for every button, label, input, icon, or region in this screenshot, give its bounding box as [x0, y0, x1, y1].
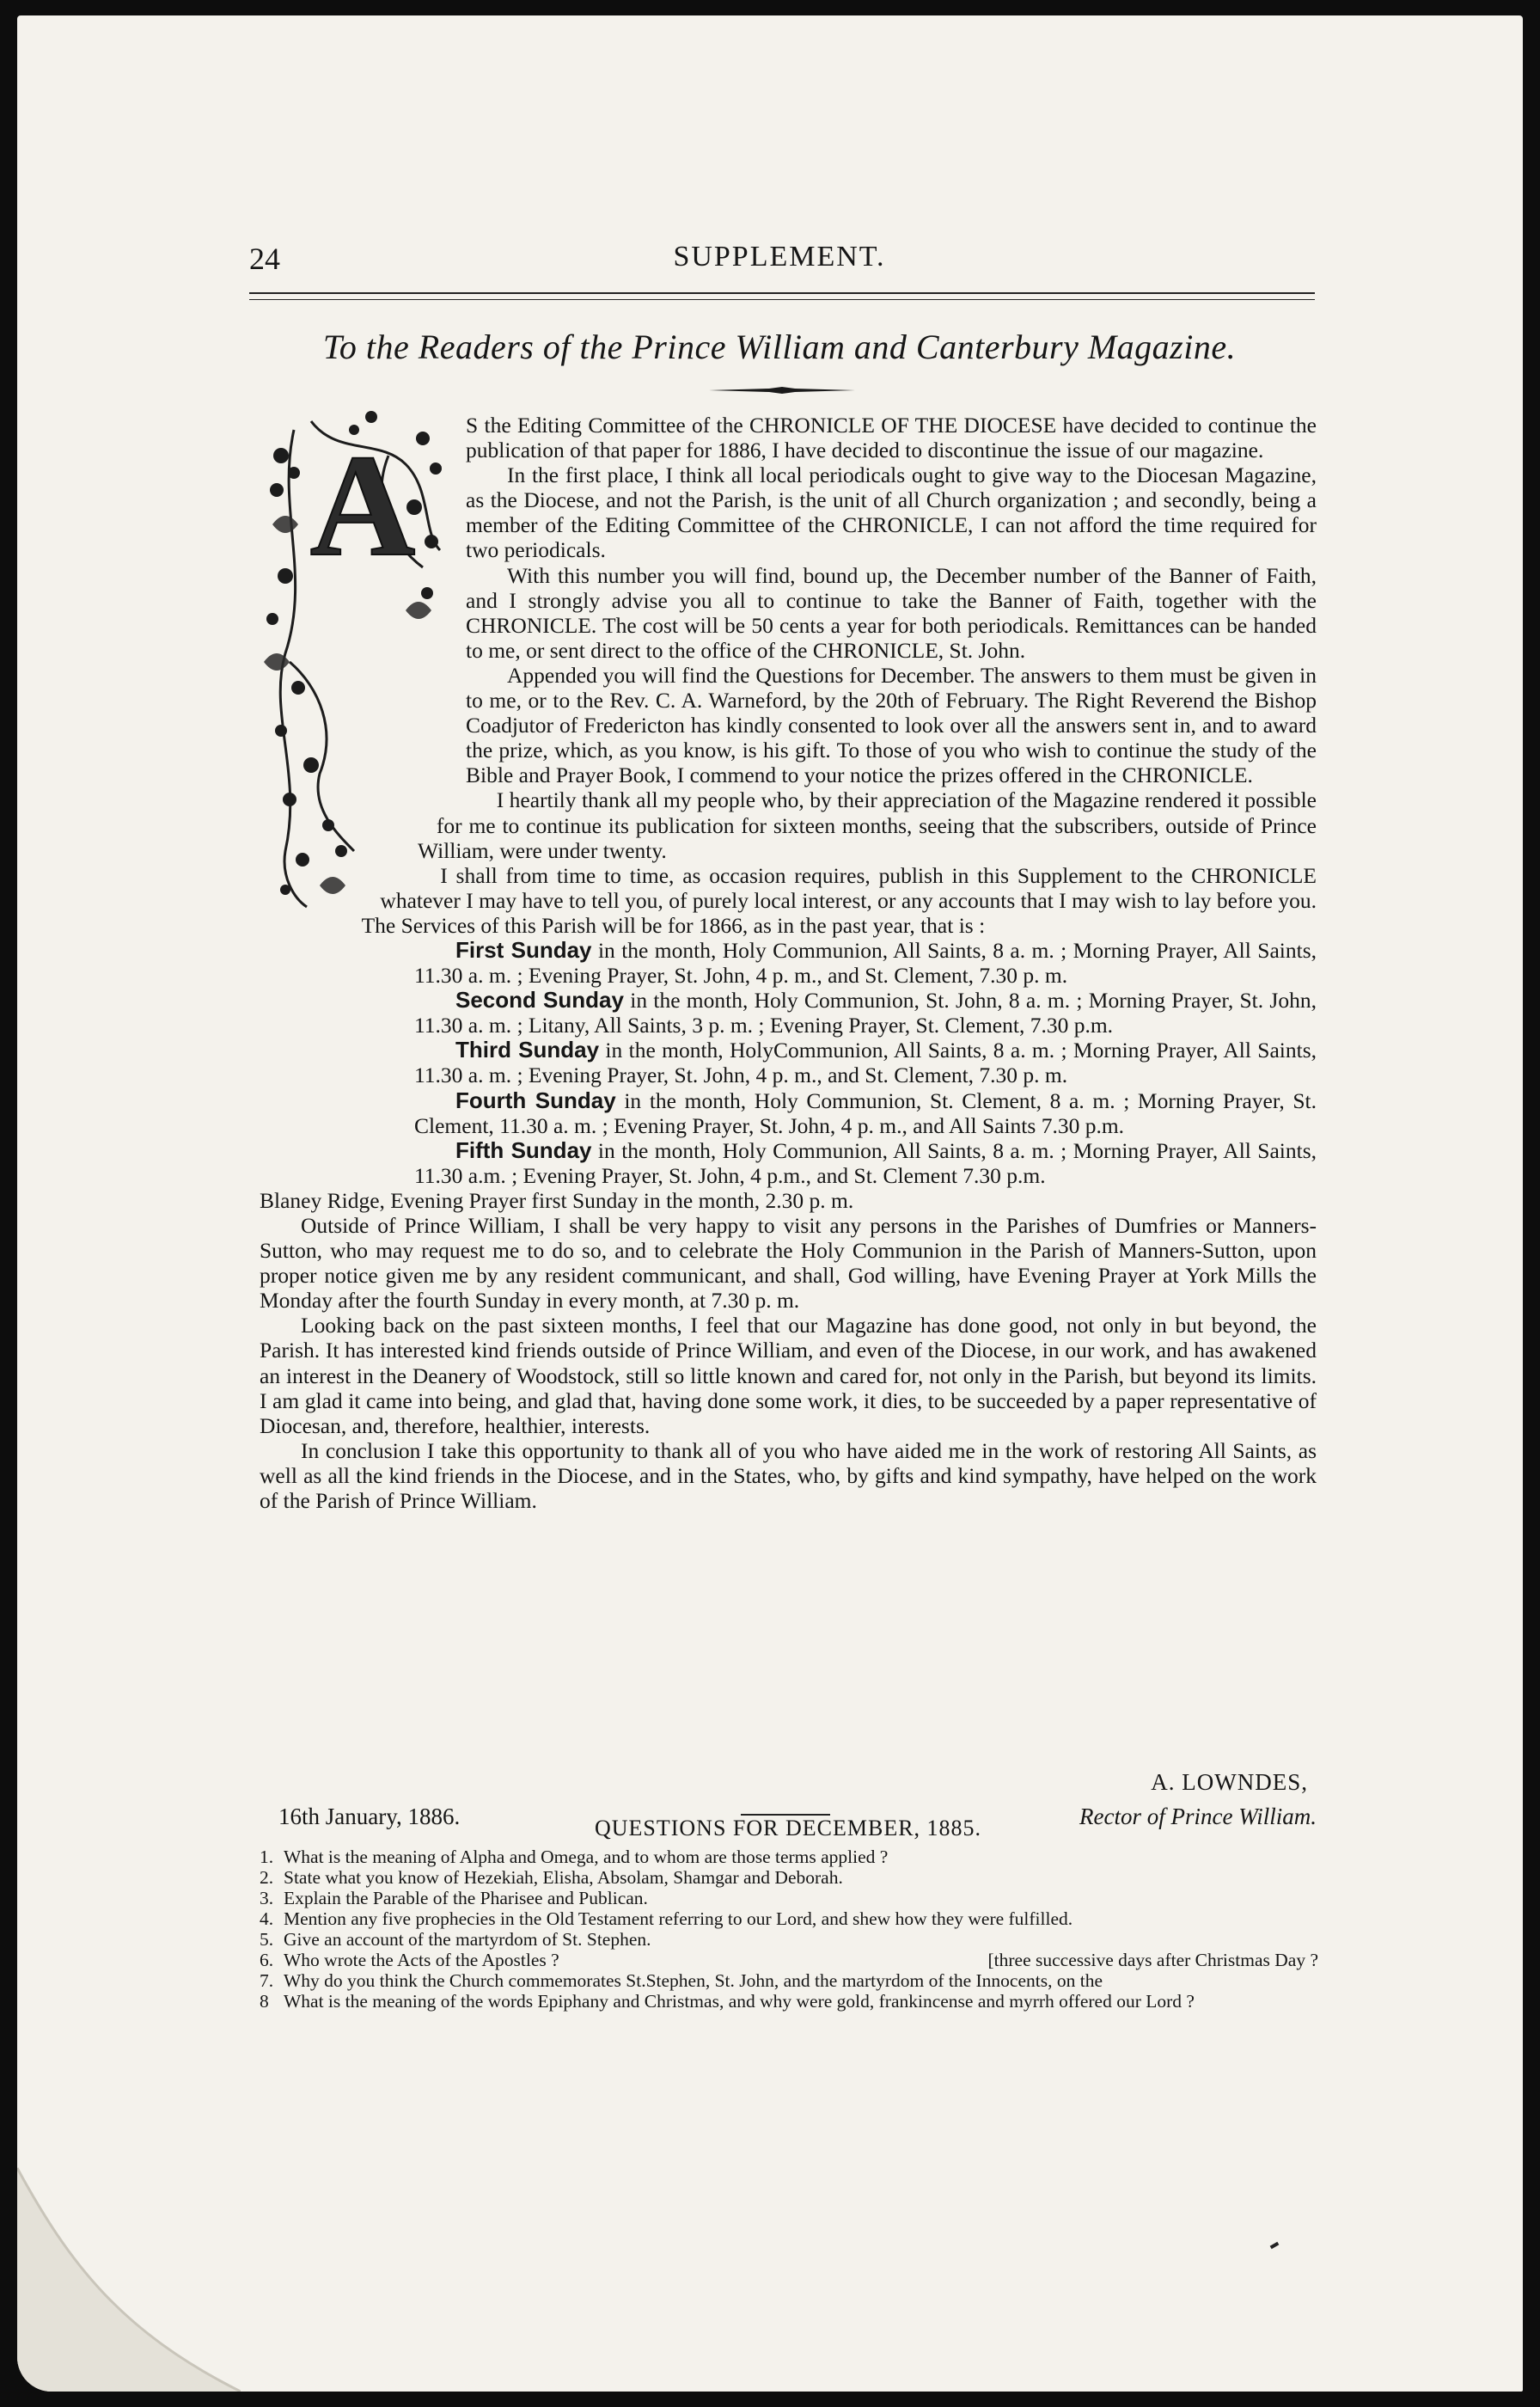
service-label: Fifth Sunday	[455, 1136, 592, 1163]
service-item	[260, 988, 1317, 1038]
question-text: Give an account of the martyrdom of St. Stephen.	[284, 1929, 651, 1950]
question-item	[260, 1847, 1318, 1867]
questions-title: QUESTIONS FOR DECEMBER, 1885.	[594, 1816, 982, 1840]
question-number: 3.	[260, 1888, 274, 1908]
article-title: To the Readers of the Prince William and Canterbury Magazine.	[322, 328, 1237, 366]
service-text: in the month, Holy Communion, All Saints, 8 a. m. ; Morning Prayer, All Saints, 11.30 a.m. ; Evening Prayer, St. John, 4 p.m., and St. Clement 7.30 p.m.	[414, 1137, 1317, 1188]
questions-list	[260, 1847, 1318, 2012]
paragraph-8: Looking back on the past sixteen months, I feel that our Magazine has done good, not only in but beyond, the Parish. It has interested kind friends outside of Prince William, and even of the Diocese, in our work, and has awakened an interest in the Deanery of Woodstock, still so little known and cared for, not only in the Parish, but beyond its limits. I am glad it came into being, and glad that, having done some work, it dies, to be succeeded by a paper representative of Diocesan, and, therefore, healthier, interests.	[260, 1313, 1317, 1438]
service-item	[260, 1038, 1317, 1087]
question-text: Why do you think the Church commemorates St.Stephen, St. John, and the martyrdom of the Innocents, on the	[284, 1970, 1103, 1991]
question-number: 4.	[260, 1908, 274, 1929]
paragraph-1: S the Editing Committee of the CHRONICLE OF THE DIOCESE have decided to continue the publication of that paper for 1886, I have decided to discontinue the issue of our magazine.	[466, 413, 1317, 463]
paragraph-7: Outside of Prince William, I shall be very happy to visit any persons in the Parishes of Dumfries or Manners-Sutton, who may request me to do so, and to celebrate the Holy Communion in the Parish of Manners-Sutton, upon proper notice given me by any resident communicant, and shall, God willing, have Evening Prayer at York Mills the Monday after the fourth Sunday in every month, at 7.30 p. m.	[260, 1213, 1317, 1314]
page-header	[242, 241, 1317, 285]
paragraph-2: In the first place, I think all local periodicals ought to give way to the Diocesan Magazine, as the Diocese, and not the Parish, is the unit of all Church organization ; and secondly, being a member of the Editing Committee of the CHRONICLE, I can not afford the time required for two periodicals.	[466, 462, 1317, 563]
signature-name: A. LOWNDES,	[1151, 1769, 1308, 1795]
question-continuation: [three successive days after Christmas Day ?	[987, 1950, 1318, 1970]
service-text: in the month, Holy Communion, St. Clement, 8 a. m. ; Morning Prayer, St. Clement, 11.30 a. m. ; Evening Prayer, St. John, 4 p. m., and All Saints 7.30 p.m.	[414, 1087, 1317, 1138]
service-text: in the month, Holy Communion, St. John, 8 a. m. ; Morning Prayer, St. John, 11.30 a. m. ; Litany, All Saints, 3 p. m. ; Evening Prayer, St. Clement, 7.30 p.m.	[414, 988, 1317, 1038]
ink-speck	[1270, 2242, 1280, 2249]
blaney-ridge-line: Blaney Ridge, Evening Prayer first Sunday in the month, 2.30 p. m.	[260, 1187, 854, 1213]
question-item	[260, 1888, 1318, 1908]
services-list	[260, 938, 1317, 1188]
question-text: Who wrote the Acts of the Apostles ?	[284, 1950, 559, 1970]
question-item	[260, 1867, 1318, 1888]
service-text: in the month, HolyCommunion, All Saints, 8 a. m. ; Morning Prayer, All Saints, 11.30 a. m. ; Evening Prayer, St. John, 4 p. m., and St. Clement, 7.30 p. m.	[414, 1038, 1317, 1088]
question-item	[260, 1929, 1318, 1950]
question-number: 1.	[260, 1847, 274, 1867]
paragraph-3: With this number you will find, bound up, the December number of the Banner of Faith, and I strongly advise you all to continue to take the Banner of Faith, together with the CHRONICLE. The cost will be 50 cents a year for both periodicals. Remittances can be handed to me, or sent direct to the office of the CHRONICLE, St. John.	[466, 562, 1317, 663]
question-text: Mention any five prophecies in the Old Testament referring to our Lord, and shew how they were fulfilled.	[284, 1908, 1073, 1929]
service-text: in the month, Holy Communion, All Saints, 8 a. m. ; Morning Prayer, All Saints, 11.30 a. m. ; Evening Prayer, St. John, 4 p. m., and St. Clement, 7.30 p. m.	[414, 937, 1317, 989]
question-item	[260, 1908, 1318, 1929]
question-text: Explain the Parable of the Pharisee and Publican.	[284, 1888, 648, 1908]
page-number: 24	[249, 242, 280, 276]
paragraph-6: I shall from time to time, as occasion requires, publish in this Supplement to the CHRONICLE whatever I may have to tell you, of purely local interest, or any accounts that I may wish to lay before you. The Services of this Parish will be for 1866, as in the past year, that is :	[361, 862, 1317, 938]
service-item	[260, 1138, 1317, 1188]
ornament-rule-icon	[709, 387, 855, 394]
question-number: 2.	[260, 1867, 274, 1888]
question-text: What is the meaning of the words Epiphany and Christmas, and why were gold, frankincense and myrrh offered our Lord ?	[284, 1991, 1195, 2012]
service-label: Fourth Sunday	[455, 1087, 616, 1113]
signature-date: 16th January, 1886.	[278, 1804, 461, 1829]
paragraph-9: In conclusion I take this opportunity to thank all of you who have aided me in the work of restoring All Saints, as well as all the kind friends in the Diocese, and in the States, who, by gifts and kind sympathy, have helped on the work of the Parish of Prince William.	[260, 1437, 1317, 1514]
question-number: 7.	[260, 1970, 274, 1991]
paragraph-4: Appended you will find the Questions for December. The answers to them must be given in to me, or to the Rev. C. A. Warneford, by the 20th of February. The Right Reverend the Bishop Coadjutor of Fredericton has kindly consented to look over all the answers sent in, and to award the prize, which, as you know, is his gift. To those of you who wish to continue the study of the Bible and Prayer Book, I commend to your notice the prizes offered in the CHRONICLE.	[466, 662, 1317, 788]
running-head: SUPPLEMENT.	[673, 241, 886, 273]
question-text: State what you know of Hezekiah, Elisha, Absolam, Shamgar and Deborah.	[284, 1867, 843, 1888]
question-item	[260, 1950, 1318, 1970]
question-number: 6.	[260, 1950, 274, 1970]
header-rule	[249, 292, 1315, 300]
question-item	[260, 1991, 1318, 2012]
paragraph-5: I heartily thank all my people who, by their appreciation of the Magazine rendered it possible for me to continue its publication for sixteen months, seeing that the subscribers, outside of Prince William, were under twenty.	[418, 787, 1317, 863]
question-number: 5.	[260, 1929, 274, 1950]
page-corner-fold-icon	[17, 2134, 241, 2392]
article-body	[260, 413, 1317, 1513]
service-item	[260, 1088, 1317, 1138]
service-label: Second Sunday	[455, 987, 624, 1014]
signature-title: Rector of Prince William.	[1079, 1804, 1317, 1829]
question-item	[260, 1970, 1318, 1991]
question-number: 8	[260, 1991, 269, 2012]
service-label: First Sunday	[455, 936, 592, 963]
document-page	[17, 15, 1523, 2392]
svg-text:A: A	[309, 425, 416, 586]
service-label: Third Sunday	[455, 1037, 600, 1063]
question-text: What is the meaning of Alpha and Omega, and to whom are those terms applied ?	[284, 1847, 889, 1867]
